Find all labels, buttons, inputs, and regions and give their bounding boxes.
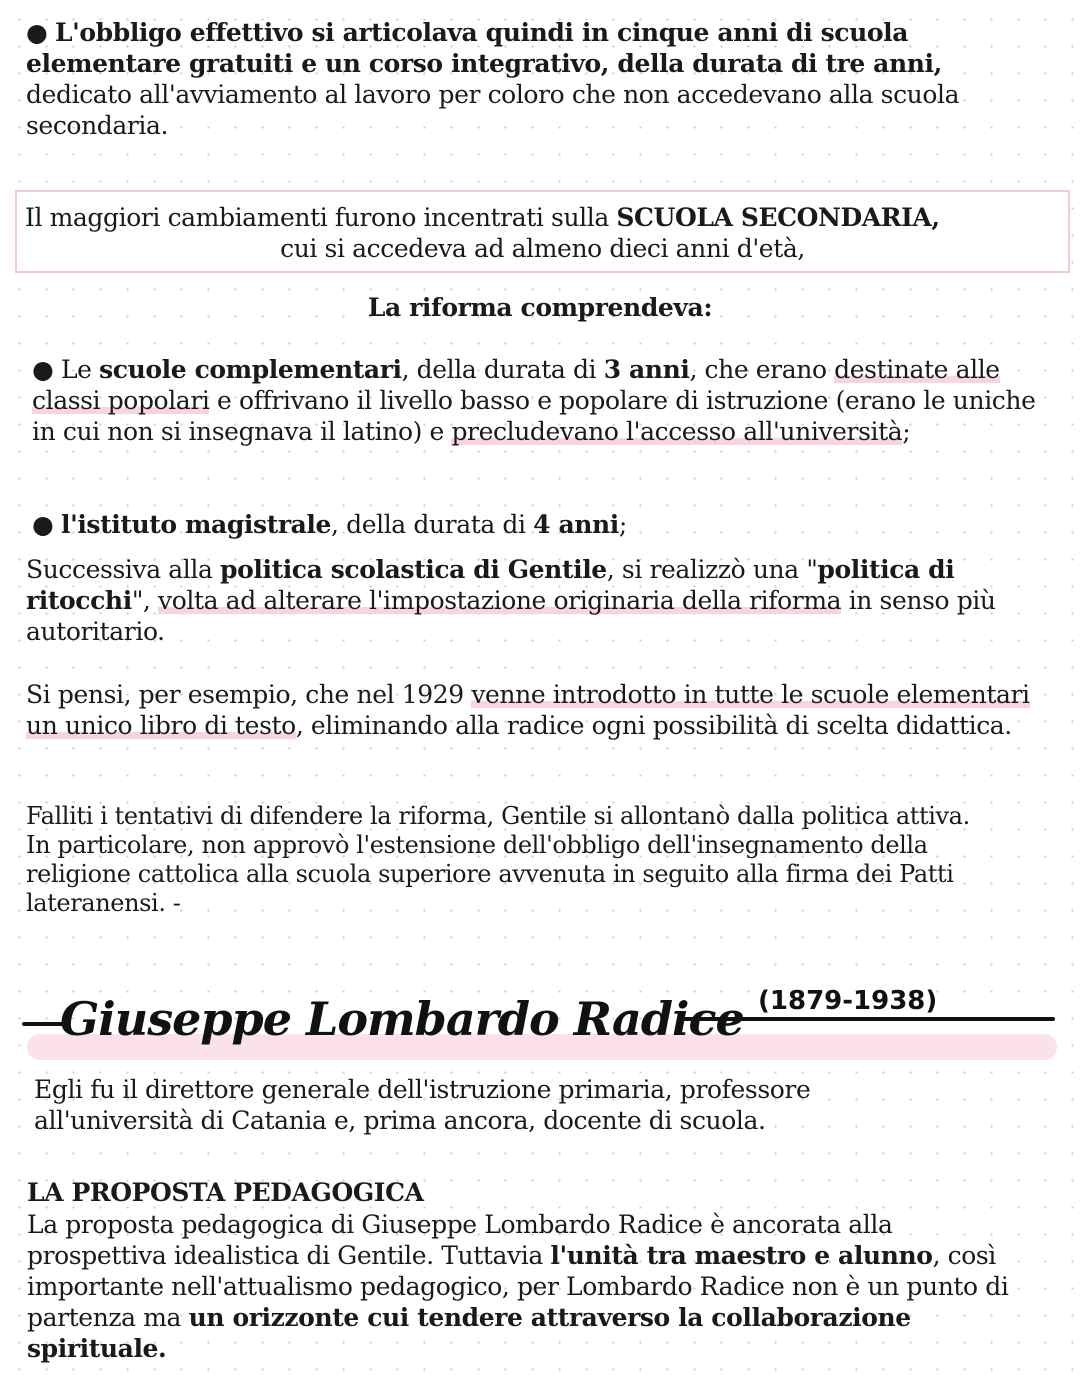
item2-bold-duration: 4 anni: [533, 510, 619, 539]
item1-bold-duration: 3 anni: [603, 355, 690, 384]
proposta-paragraph: La proposta pedagogica di Giuseppe Lombardo Radice è ancorata alla prospettiva idealistica di Gentile. Tuttavia l'unità tra maestro e alunno, così importante nell'attualismo pedagogico, per Lombardo Radice non è un punto di partenza ma un orizzonte cui tendere attraverso la collaborazione spirituale.: [27, 1210, 1009, 1363]
item1-bullet: ●: [32, 355, 54, 384]
politica-bold-ritocchi: politica di ritocchi: [26, 555, 955, 615]
intro-bullet: ●: [26, 18, 48, 47]
callout-bold: SCUOLA SECONDARIA,: [616, 203, 940, 232]
item1-bold-schools: scuole complementari: [99, 355, 402, 384]
intro-paragraph: [26, 17, 1026, 141]
section-title-name: Giuseppe Lombardo Radice: [60, 992, 744, 1046]
riforma-item-complementari: ● Le scuole complementari, della durata di 3 anni, che erano destinate alle classi popolari e offrivano il livello basso e popolare di istruzione (erano le uniche in cui non si insegnava il latino) e precludevano l'accesso all'università;: [32, 355, 1036, 446]
proposta-bold-unity: l'unità tra maestro e alunno: [550, 1241, 933, 1270]
intro-bold-text: L'obbligo effettivo si articolava quindi in cinque anni di scuola elementare gratuiti e un corso integrativo, della durata di tre anni,: [26, 18, 942, 78]
politica-bold-gentile: politica scolastica di Gentile: [220, 555, 607, 584]
item1-highlight-access: precludevano l'accesso all'università: [451, 417, 903, 446]
politica-paragraph: Successiva alla politica scolastica di Gentile, si realizzò una "politica di ritocchi", volta ad alterare l'impostazione originaria della riforma in senso più autoritario.: [26, 555, 996, 646]
proposta-bold-horizon: un orizzonte cui tendere attraverso la collaborazione spirituale.: [27, 1303, 911, 1363]
riforma-item-magistrale: ● l'istituto magistrale, della durata di 4 anni;: [32, 510, 627, 539]
intro-text: dedicato all'avviamento al lavoro per coloro che non accedevano alla scuola secondaria.: [26, 80, 960, 140]
esempio-highlight: venne introdotto in tutte le scuole elementari un unico libro di testo: [26, 680, 1030, 740]
falliti-line-2: In particolare, non approvò l'estensione dell'obbligo dell'insegnamento della religione cattolica alla scuola superiore avvenuta in seguito alla firma dei Patti lateranensi. -: [26, 831, 954, 917]
callout-line-1: Il maggiori cambiamenti furono incentrati sulla SCUOLA SECONDARIA,: [25, 203, 940, 232]
callout-line-2: cui si accedeva ad almeno dieci anni d'età,: [280, 234, 805, 263]
bio-paragraph: Egli fu il direttore generale dell'istruzione primaria, professore all'università di Catania e, prima ancora, docente di scuola.: [34, 1075, 811, 1135]
item2-bullet: ●: [32, 510, 54, 539]
falliti-paragraph: [26, 802, 1016, 918]
secondary-school-callout: [15, 190, 1070, 273]
politica-highlight: volta ad alterare l'impostazione originaria della riforma: [158, 586, 842, 615]
esempio-paragraph: Si pensi, per esempio, che nel 1929 venne introdotto in tutte le scuole elementari un unico libro di testo, eliminando alla radice ogni possibilità di scelta didattica.: [26, 680, 1030, 740]
riforma-heading: La riforma comprendeva:: [367, 293, 713, 322]
proposta-heading: LA PROPOSTA PEDAGOGICA: [27, 1178, 424, 1207]
section-title-years: (1879-1938): [758, 986, 938, 1016]
falliti-line-1: Falliti i tentativi di difendere la riforma, Gentile si allontanò dalla politica attiva.: [26, 802, 970, 830]
item2-bold-institute: l'istituto magistrale: [60, 510, 332, 539]
item1-highlight-classes: destinate alle classi popolari: [32, 355, 1000, 415]
